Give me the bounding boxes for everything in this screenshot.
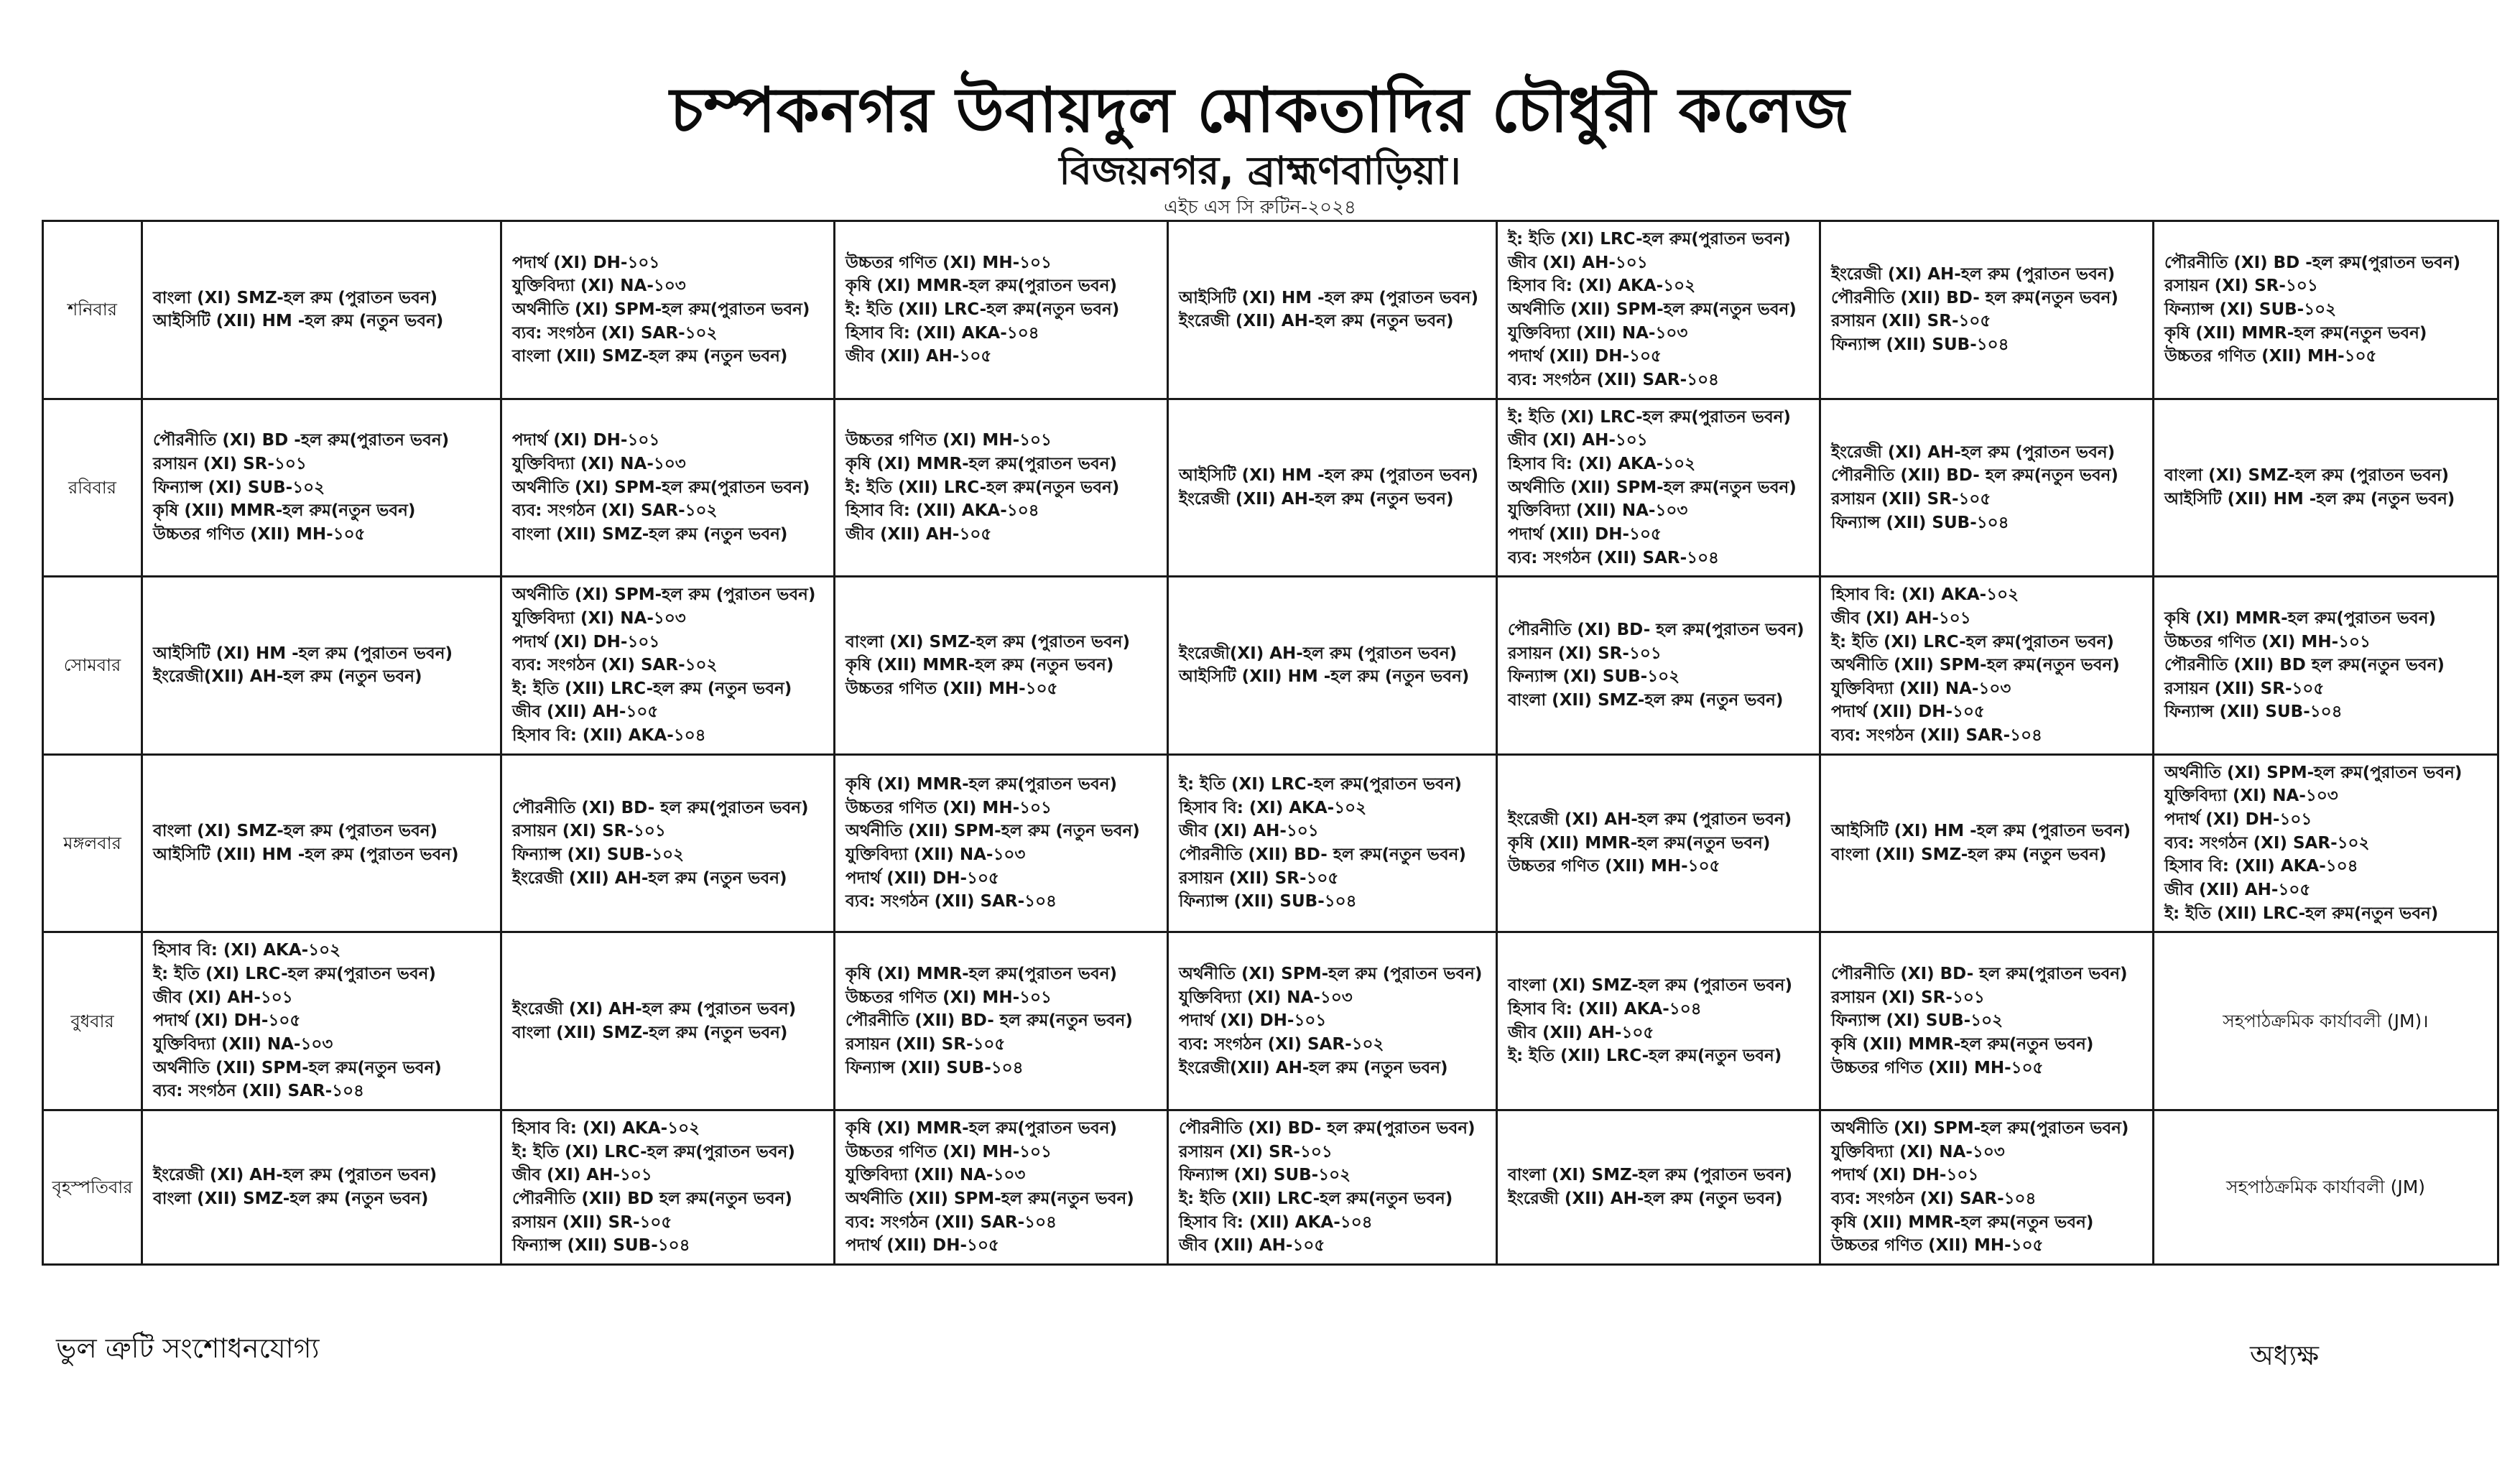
class-cell bbox=[835, 399, 1168, 577]
class-entry: কৃষি (XII) MMR-হল রুম(নতুন ভবন) bbox=[1831, 1035, 2094, 1054]
class-entry: রসায়ন (XI) SR-১০১ bbox=[153, 454, 307, 473]
class-entry: সহপাঠক্রমিক কার্যাবলী (JM)। bbox=[2223, 1010, 2429, 1031]
class-entry: পদার্থ (XII) DH-১০৫ bbox=[1508, 347, 1662, 366]
class-entry: ই: ইতি (XII) LRC-হল রুম(নতুন ভবন) bbox=[1179, 1189, 1453, 1208]
class-cell bbox=[501, 932, 835, 1110]
class-entry: উচ্চতর গণিত (XI) MH-১০১ bbox=[846, 431, 1052, 450]
class-entry: ইংরেজী (XI) AH-হল রুম (পুরাতন ভবন) bbox=[1508, 810, 1792, 830]
class-cell bbox=[501, 577, 835, 755]
class-entry: পদার্থ (XI) DH-১০১ bbox=[1179, 1011, 1327, 1031]
class-entry: কৃষি (XII) MMR-হল রুম (নতুন ভবন) bbox=[846, 656, 1114, 675]
class-entry: ফিন্যান্স (XII) SUB-১০৪ bbox=[1831, 335, 2009, 354]
day-cell: রবিবার bbox=[43, 399, 142, 577]
class-entry: রসায়ন (XII) SR-১০৫ bbox=[512, 1212, 672, 1232]
class-entry: পৌরনীতি (XII) BD- হল রুম(নতুন ভবন) bbox=[1831, 288, 2118, 307]
class-entry: অর্থনীতি (XI) SPM-হল রুম(পুরাতন ভবন) bbox=[1831, 1118, 2129, 1138]
class-entry: অর্থনীতি (XII) SPM-হল রুম (নতুন ভবন) bbox=[846, 822, 1140, 841]
class-cell bbox=[142, 399, 501, 577]
class-cell bbox=[1168, 1110, 1497, 1264]
class-entry: রসায়ন (XI) SR-১০১ bbox=[1508, 644, 1662, 663]
class-cell bbox=[835, 932, 1168, 1110]
class-entry: ই: ইতি (XI) LRC-হল রুম(পুরাতন ভবন) bbox=[1508, 230, 1791, 249]
class-entry: ফিন্যান্স (XI) SUB-১০২ bbox=[1179, 1166, 1351, 1185]
class-entry: ব্যব: সংগঠন (XI) SAR-১০২ bbox=[512, 501, 718, 521]
class-entry: হিসাব বি: (XII) AKA-১০৪ bbox=[846, 501, 1039, 521]
class-cell bbox=[1820, 754, 2154, 932]
class-entry: পৌরনীতি (XII) BD হল রুম(নতুন ভবন) bbox=[2164, 656, 2445, 675]
class-cell bbox=[1497, 754, 1820, 932]
class-entry: ইংরেজী (XII) AH-হল রুম (নতুন ভবন) bbox=[512, 868, 787, 888]
class-entry: ই: ইতি (XII) LRC-হল রুম (নতুন ভবন) bbox=[512, 679, 792, 698]
class-cell bbox=[835, 577, 1168, 755]
day-cell: বুধবার bbox=[43, 932, 142, 1110]
class-entry: যুক্তিবিদ্যা (XII) NA-১০৩ bbox=[1508, 501, 1688, 521]
class-entry: হিসাব বি: (XII) AKA-১০৪ bbox=[1179, 1212, 1373, 1232]
class-entry: ব্যব: সংগঠন (XI) SAR-১০৪ bbox=[1831, 1189, 2037, 1208]
class-entry: বাংলা (XII) SMZ-হল রুম (নতুন ভবন) bbox=[153, 1189, 429, 1208]
class-cell bbox=[835, 754, 1168, 932]
class-entry: যুক্তিবিদ্যা (XII) NA-১০৩ bbox=[1508, 323, 1688, 343]
class-entry: জীব (XII) AH-১০৫ bbox=[512, 702, 659, 722]
class-entry: বাংলা (XI) SMZ-হল রুম (পুরাতন ভবন) bbox=[153, 822, 438, 841]
class-entry: আইসিটি (XII) HM -হল রুম (নতুন ভবন) bbox=[153, 312, 444, 331]
class-entry: ফিন্যান্স (XII) SUB-১০৪ bbox=[1179, 892, 1357, 911]
routine-row bbox=[43, 1110, 2498, 1264]
class-entry: ই: ইতি (XI) LRC-হল রুম(পুরাতন ভবন) bbox=[1831, 632, 2114, 651]
routine-row bbox=[43, 221, 2498, 399]
class-entry: পদার্থ (XII) DH-১০৫ bbox=[1831, 702, 1985, 722]
class-entry: ই: ইতি (XII) LRC-হল রুম(নতুন ভবন) bbox=[846, 300, 1120, 319]
class-entry: ব্যব: সংগঠন (XII) SAR-১০৪ bbox=[1508, 370, 1719, 389]
class-cell bbox=[1168, 577, 1497, 755]
class-entry: আইসিটি (XII) HM -হল রুম (পুরাতন ভবন) bbox=[153, 845, 459, 865]
class-cell bbox=[142, 1110, 501, 1264]
class-entry: ব্যব: সংগঠন (XI) SAR-১০২ bbox=[512, 323, 718, 343]
class-entry: বাংলা (XII) SMZ-হল রুম (নতুন ভবন) bbox=[1831, 845, 2107, 865]
class-cell bbox=[142, 754, 501, 932]
class-entry: কৃষি (XI) MMR-হল রুম(পুরাতন ভবন) bbox=[846, 277, 1117, 296]
class-entry: অর্থনীতি (XII) SPM-হল রুম(নতুন ভবন) bbox=[1508, 478, 1797, 497]
class-cell bbox=[1497, 221, 1820, 399]
day-cell: শনিবার bbox=[43, 221, 142, 399]
class-cell bbox=[1168, 221, 1497, 399]
class-entry: ফিন্যান্স (XI) SUB-১০২ bbox=[153, 478, 325, 497]
class-entry: পৌরনীতি (XII) BD হল রুম(নতুন ভবন) bbox=[512, 1189, 792, 1208]
class-entry: পৌরনীতি (XII) BD- হল রুম(নতুন ভবন) bbox=[846, 1011, 1133, 1031]
class-entry: ফিন্যান্স (XII) SUB-১০৪ bbox=[846, 1058, 1024, 1077]
class-entry: আইসিটি (XI) HM -হল রুম (পুরাতন ভবন) bbox=[1831, 822, 2131, 841]
class-entry: জীব (XI) AH-১০১ bbox=[153, 988, 293, 1007]
class-entry: ইংরেজী (XII) AH-হল রুম (নতুন ভবন) bbox=[1179, 489, 1454, 509]
class-cell bbox=[1820, 399, 2154, 577]
class-entry: অর্থনীতি (XII) SPM-হল রুম(নতুন ভবন) bbox=[1831, 656, 2120, 675]
class-entry: রসায়ন (XII) SR-১০৫ bbox=[2164, 679, 2325, 698]
class-entry: কৃষি (XI) MMR-হল রুম(পুরাতন ভবন) bbox=[846, 775, 1117, 794]
class-entry: উচ্চতর গণিত (XI) MH-১০১ bbox=[846, 253, 1052, 272]
class-entry: অর্থনীতি (XI) SPM-হল রুম(পুরাতন ভবন) bbox=[512, 478, 810, 497]
class-entry: অর্থনীতি (XI) SPM-হল রুম (পুরাতন ভবন) bbox=[512, 585, 816, 605]
class-entry: জীব (XII) AH-১০৫ bbox=[846, 347, 992, 366]
class-cell bbox=[1168, 399, 1497, 577]
class-entry: সহপাঠক্রমিক কার্যাবলী (JM) bbox=[2225, 1177, 2426, 1198]
class-entry: রসায়ন (XI) SR-১০১ bbox=[1831, 988, 1985, 1007]
routine-row bbox=[43, 399, 2498, 577]
class-entry: ফিন্যান্স (XI) SUB-১০২ bbox=[1508, 667, 1680, 687]
class-entry: উচ্চতর গণিত (XI) MH-১০১ bbox=[846, 988, 1052, 1007]
class-cell bbox=[501, 1110, 835, 1264]
class-entry: পদার্থ (XI) DH-১০৫ bbox=[153, 1011, 301, 1031]
class-cell bbox=[1820, 932, 2154, 1110]
class-entry: উচ্চতর গণিত (XII) MH-১০৫ bbox=[1831, 1058, 2044, 1077]
class-entry: পদার্থ (XI) DH-১০১ bbox=[512, 431, 660, 450]
class-entry: উচ্চতর গণিত (XII) MH-১০৫ bbox=[2164, 347, 2377, 366]
class-cell bbox=[1168, 932, 1497, 1110]
class-entry: বাংলা (XI) SMZ-হল রুম (পুরাতন ভবন) bbox=[846, 632, 1131, 651]
class-entry: রসায়ন (XII) SR-১০৫ bbox=[846, 1035, 1006, 1054]
routine-body bbox=[43, 221, 2498, 1265]
routine-table bbox=[42, 220, 2499, 1266]
class-entry: হিসাব বি: (XII) AKA-১০৪ bbox=[512, 726, 706, 746]
class-cell bbox=[501, 754, 835, 932]
class-entry: যুক্তিবিদ্যা (XII) NA-১০৩ bbox=[846, 1166, 1026, 1185]
class-entry: ইংরেজী (XI) AH-হল রুম (পুরাতন ভবন) bbox=[1831, 264, 2116, 284]
class-entry: ই: ইতি (XII) LRC-হল রুম(নতুন ভবন) bbox=[846, 478, 1120, 497]
class-entry: বাংলা (XI) SMZ-হল রুম (পুরাতন ভবন) bbox=[153, 288, 438, 307]
class-entry: পৌরনীতি (XII) BD- হল রুম(নতুন ভবন) bbox=[1179, 845, 1466, 865]
class-entry: ইংরেজী(XII) AH-হল রুম (নতুন ভবন) bbox=[153, 667, 422, 687]
class-entry: বাংলা (XI) SMZ-হল রুম (পুরাতন ভবন) bbox=[2164, 466, 2450, 486]
class-entry: ব্যব: সংগঠন (XI) SAR-১০২ bbox=[512, 656, 718, 675]
class-entry: আইসিটি (XI) HM -হল রুম (পুরাতন ভবন) bbox=[1179, 288, 1478, 307]
class-entry: জীব (XII) AH-১০৫ bbox=[1508, 1023, 1654, 1042]
class-entry: হিসাব বি: (XII) AKA-১০৪ bbox=[846, 323, 1039, 343]
class-entry: রসায়ন (XII) SR-১০৫ bbox=[1831, 312, 1991, 331]
class-entry: ই: ইতি (XI) LRC-হল রুম(পুরাতন ভবন) bbox=[1508, 407, 1791, 427]
class-cell bbox=[501, 399, 835, 577]
class-entry: জীব (XII) AH-১০৫ bbox=[1179, 1236, 1325, 1256]
class-entry: বাংলা (XI) SMZ-হল রুম (পুরাতন ভবন) bbox=[1508, 1166, 1793, 1185]
class-entry: উচ্চতর গণিত (XII) MH-১০৫ bbox=[153, 524, 366, 544]
class-entry: ই: ইতি (XI) LRC-হল রুম(পুরাতন ভবন) bbox=[512, 1142, 795, 1161]
class-cell bbox=[1820, 1110, 2154, 1264]
class-entry: পৌরনীতি (XI) BD- হল রুম(পুরাতন ভবন) bbox=[512, 798, 809, 817]
class-entry: ই: ইতি (XII) LRC-হল রুম(নতুন ভবন) bbox=[1508, 1047, 1782, 1066]
class-cell bbox=[2154, 932, 2498, 1110]
class-entry: হিসাব বি: (XI) AKA-১০২ bbox=[1508, 454, 1696, 473]
day-cell: মঙ্গলবার bbox=[43, 754, 142, 932]
class-entry: যুক্তিবিদ্যা (XI) NA-১০৩ bbox=[1831, 1142, 2005, 1161]
class-entry: জীব (XI) AH-১০১ bbox=[1179, 822, 1319, 841]
class-entry: যুক্তিবিদ্যা (XI) NA-১০৩ bbox=[1179, 988, 1353, 1007]
class-entry: ইংরেজী(XI) AH-হল রুম (পুরাতন ভবন) bbox=[1179, 644, 1458, 663]
class-entry: যুক্তিবিদ্যা (XI) NA-১০৩ bbox=[512, 277, 686, 296]
class-entry: পদার্থ (XI) DH-১০১ bbox=[2164, 810, 2312, 830]
class-entry: কৃষি (XI) MMR-হল রুম(পুরাতন ভবন) bbox=[2164, 608, 2436, 628]
class-entry: যুক্তিবিদ্যা (XII) NA-১০৩ bbox=[846, 845, 1026, 865]
class-cell bbox=[2154, 221, 2498, 399]
class-cell bbox=[1497, 932, 1820, 1110]
class-entry: হিসাব বি: (XII) AKA-১০৪ bbox=[2164, 857, 2358, 876]
class-entry: ফিন্যান্স (XII) SUB-১০৪ bbox=[512, 1236, 690, 1256]
class-entry: জীব (XII) AH-১০৫ bbox=[846, 524, 992, 544]
class-entry: পদার্থ (XI) DH-১০১ bbox=[1831, 1166, 1979, 1185]
class-entry: জীব (XI) AH-১০১ bbox=[1831, 608, 1971, 628]
class-entry: ইংরেজী (XII) AH-হল রুম (নতুন ভবন) bbox=[1179, 312, 1454, 331]
routine-row bbox=[43, 932, 2498, 1110]
class-entry: ফিন্যান্স (XII) SUB-১০৪ bbox=[1831, 513, 2009, 532]
day-cell: বৃহস্পতিবার bbox=[43, 1110, 142, 1264]
class-cell bbox=[835, 221, 1168, 399]
class-entry: অর্থনীতি (XI) SPM-হল রুম(পুরাতন ভবন) bbox=[2164, 763, 2463, 782]
class-entry: কৃষি (XI) MMR-হল রুম(পুরাতন ভবন) bbox=[846, 965, 1117, 984]
class-entry: ফিন্যান্স (XI) SUB-১০২ bbox=[512, 845, 685, 865]
class-cell bbox=[501, 221, 835, 399]
class-entry: ই: ইতি (XI) LRC-হল রুম(পুরাতন ভবন) bbox=[153, 965, 436, 984]
class-entry: ই: ইতি (XII) LRC-হল রুম(নতুন ভবন) bbox=[2164, 904, 2439, 923]
class-entry: কৃষি (XII) MMR-হল রুম(নতুন ভবন) bbox=[153, 501, 416, 521]
class-entry: ব্যব: সংগঠন (XII) SAR-১০৪ bbox=[153, 1082, 364, 1101]
routine-row bbox=[43, 754, 2498, 932]
class-entry: পৌরনীতি (XI) BD -হল রুম(পুরাতন ভবন) bbox=[2164, 253, 2461, 272]
class-entry: হিসাব বি: (XI) AKA-১০২ bbox=[1508, 277, 1696, 296]
class-entry: হিসাব বি: (XII) AKA-১০৪ bbox=[1508, 1000, 1702, 1019]
class-entry: যুক্তিবিদ্যা (XI) NA-১০৩ bbox=[2164, 787, 2338, 806]
class-entry: উচ্চতর গণিত (XII) MH-১০৫ bbox=[846, 679, 1058, 698]
class-cell bbox=[835, 1110, 1168, 1264]
class-cell bbox=[1497, 399, 1820, 577]
class-cell bbox=[2154, 754, 2498, 932]
class-entry: জীব (XII) AH-১০৫ bbox=[2164, 881, 2311, 900]
class-entry: বাংলা (XII) SMZ-হল রুম (নতুন ভবন) bbox=[1508, 691, 1784, 710]
class-entry: কৃষি (XII) MMR-হল রুম(নতুন ভবন) bbox=[1508, 833, 1771, 853]
class-entry: ই: ইতি (XI) LRC-হল রুম(পুরাতন ভবন) bbox=[1179, 775, 1462, 794]
class-entry: পৌরনীতি (XI) BD- হল রুম(পুরাতন ভবন) bbox=[1831, 965, 2128, 984]
class-entry: ব্যব: সংগঠন (XII) SAR-১০৪ bbox=[1831, 726, 2042, 746]
class-entry: ব্যব: সংগঠন (XII) SAR-১০৪ bbox=[1508, 548, 1719, 567]
class-entry: ব্যব: সংগঠন (XII) SAR-১০৪ bbox=[846, 1212, 1057, 1232]
class-entry: অর্থনীতি (XI) SPM-হল রুম (পুরাতন ভবন) bbox=[1179, 965, 1483, 984]
class-entry: জীব (XI) AH-১০১ bbox=[1508, 253, 1648, 272]
class-entry: আইসিটি (XI) HM -হল রুম (পুরাতন ভবন) bbox=[153, 644, 453, 663]
class-entry: পৌরনীতি (XI) BD -হল রুম(পুরাতন ভবন) bbox=[153, 431, 450, 450]
class-entry: আইসিটি (XI) HM -হল রুম (পুরাতন ভবন) bbox=[1179, 466, 1478, 486]
class-entry: ফিন্যান্স (XII) SUB-১০৪ bbox=[2164, 702, 2343, 722]
class-entry: কৃষি (XII) MMR-হল রুম(নতুন ভবন) bbox=[2164, 323, 2427, 343]
class-entry: পৌরনীতি (XI) BD- হল রুম(পুরাতন ভবন) bbox=[1179, 1118, 1476, 1138]
class-entry: পদার্থ (XII) DH-১০৫ bbox=[1508, 524, 1662, 544]
class-entry: পদার্থ (XII) DH-১০৫ bbox=[846, 1236, 999, 1256]
class-entry: ইংরেজী (XII) AH-হল রুম (নতুন ভবন) bbox=[1508, 1189, 1783, 1208]
class-entry: পৌরনীতি (XI) BD- হল রুম(পুরাতন ভবন) bbox=[1508, 621, 1805, 640]
class-entry: পৌরনীতি (XII) BD- হল রুম(নতুন ভবন) bbox=[1831, 466, 2118, 486]
class-entry: ব্যব: সংগঠন (XII) SAR-১০৪ bbox=[846, 892, 1057, 911]
class-entry: কৃষি (XII) MMR-হল রুম(নতুন ভবন) bbox=[1831, 1212, 2094, 1232]
class-entry: অর্থনীতি (XII) SPM-হল রুম(নতুন ভবন) bbox=[846, 1189, 1134, 1208]
class-entry: পদার্থ (XI) DH-১০১ bbox=[512, 632, 660, 651]
class-entry: জীব (XI) AH-১০১ bbox=[512, 1166, 652, 1185]
errata-note: ভুল ত্রুটি সংশোধনযোগ্য bbox=[56, 1332, 320, 1364]
principal-signature-label: অধ্যক্ষ bbox=[2250, 1340, 2320, 1371]
class-entry: আইসিটি (XII) HM -হল রুম (নতুন ভবন) bbox=[2164, 489, 2455, 509]
class-entry: রসায়ন (XII) SR-১০৫ bbox=[1831, 489, 1991, 509]
class-entry: অর্থনীতি (XII) SPM-হল রুম(নতুন ভবন) bbox=[153, 1058, 442, 1077]
class-entry: রসায়ন (XII) SR-১০৫ bbox=[1179, 868, 1339, 888]
class-cell bbox=[1497, 577, 1820, 755]
class-entry: রসায়ন (XI) SR-১০১ bbox=[1179, 1142, 1333, 1161]
class-cell bbox=[1168, 754, 1497, 932]
class-entry: হিসাব বি: (XI) AKA-১০২ bbox=[512, 1118, 700, 1138]
class-entry: ইংরেজী (XI) AH-হল রুম (পুরাতন ভবন) bbox=[512, 1000, 797, 1019]
class-entry: ফিন্যান্স (XI) SUB-১০২ bbox=[2164, 300, 2337, 319]
class-entry: কৃষি (XI) MMR-হল রুম(পুরাতন ভবন) bbox=[846, 454, 1117, 473]
class-entry: উচ্চতর গণিত (XI) MH-১০১ bbox=[2164, 632, 2371, 651]
class-entry: যুক্তিবিদ্যা (XI) NA-১০৩ bbox=[512, 608, 686, 628]
class-entry: অর্থনীতি (XI) SPM-হল রুম(পুরাতন ভবন) bbox=[512, 300, 810, 319]
class-entry: আইসিটি (XII) HM -হল রুম (নতুন ভবন) bbox=[1179, 667, 1470, 687]
class-cell bbox=[1820, 577, 2154, 755]
class-entry: যুক্তিবিদ্যা (XII) NA-১০৩ bbox=[153, 1035, 333, 1054]
class-entry: হিসাব বি: (XI) AKA-১০২ bbox=[153, 941, 341, 960]
class-cell bbox=[142, 221, 501, 399]
day-cell: সোমবার bbox=[43, 577, 142, 755]
class-entry: ব্যব: সংগঠন (XI) SAR-১০২ bbox=[1179, 1035, 1384, 1054]
class-cell bbox=[2154, 1110, 2498, 1264]
class-entry: ইংরেজী (XI) AH-হল রুম (পুরাতন ভবন) bbox=[1831, 442, 2116, 462]
college-location: বিজয়নগর, ব্রাহ্মণবাড়িয়া। bbox=[1059, 148, 1461, 193]
class-entry: উচ্চতর গণিত (XII) MH-১০৫ bbox=[1831, 1236, 2044, 1256]
class-entry: কৃষি (XI) MMR-হল রুম(পুরাতন ভবন) bbox=[846, 1118, 1117, 1138]
class-cell bbox=[1497, 1110, 1820, 1264]
class-cell bbox=[1820, 221, 2154, 399]
class-cell bbox=[142, 932, 501, 1110]
class-entry: উচ্চতর গণিত (XI) MH-১০১ bbox=[846, 1142, 1052, 1161]
routine-label: এইচ এস সি রুটিন-২০২৪ bbox=[1164, 197, 1356, 218]
routine-row bbox=[43, 577, 2498, 755]
class-entry: যুক্তিবিদ্যা (XI) NA-১০৩ bbox=[512, 454, 686, 473]
class-cell bbox=[2154, 577, 2498, 755]
class-entry: রসায়ন (XI) SR-১০১ bbox=[512, 822, 666, 841]
class-entry: বাংলা (XII) SMZ-হল রুম (নতুন ভবন) bbox=[512, 1023, 788, 1042]
class-entry: বাংলা (XII) SMZ-হল রুম (নতুন ভবন) bbox=[512, 524, 788, 544]
class-entry: ইংরেজী(XII) AH-হল রুম (নতুন ভবন) bbox=[1179, 1058, 1448, 1077]
class-cell bbox=[2154, 399, 2498, 577]
class-entry: ফিন্যান্স (XI) SUB-১০২ bbox=[1831, 1011, 2004, 1031]
class-entry: অর্থনীতি (XII) SPM-হল রুম(নতুন ভবন) bbox=[1508, 300, 1797, 319]
class-entry: যুক্তিবিদ্যা (XII) NA-১০৩ bbox=[1831, 679, 2011, 698]
class-cell bbox=[142, 577, 501, 755]
class-entry: রসায়ন (XI) SR-১০১ bbox=[2164, 277, 2318, 296]
class-entry: ইংরেজী (XI) AH-হল রুম (পুরাতন ভবন) bbox=[153, 1166, 437, 1185]
class-entry: হিসাব বি: (XI) AKA-১০২ bbox=[1179, 798, 1367, 817]
class-entry: উচ্চতর গণিত (XII) MH-১০৫ bbox=[1508, 857, 1720, 876]
class-entry: ব্যব: সংগঠন (XI) SAR-১০২ bbox=[2164, 833, 2370, 853]
class-entry: উচ্চতর গণিত (XI) MH-১০১ bbox=[846, 798, 1052, 817]
class-entry: পদার্থ (XI) DH-১০১ bbox=[512, 253, 660, 272]
college-title: চম্পকনগর উবায়দুল মোকতাদির চৌধুরী কলেজ bbox=[670, 75, 1850, 147]
class-entry: বাংলা (XI) SMZ-হল রুম (পুরাতন ভবন) bbox=[1508, 976, 1793, 996]
class-entry: পদার্থ (XII) DH-১০৫ bbox=[846, 868, 999, 888]
class-entry: বাংলা (XII) SMZ-হল রুম (নতুন ভবন) bbox=[512, 347, 788, 366]
class-entry: হিসাব বি: (XI) AKA-১০২ bbox=[1831, 585, 2019, 605]
class-entry: জীব (XI) AH-১০১ bbox=[1508, 431, 1648, 450]
